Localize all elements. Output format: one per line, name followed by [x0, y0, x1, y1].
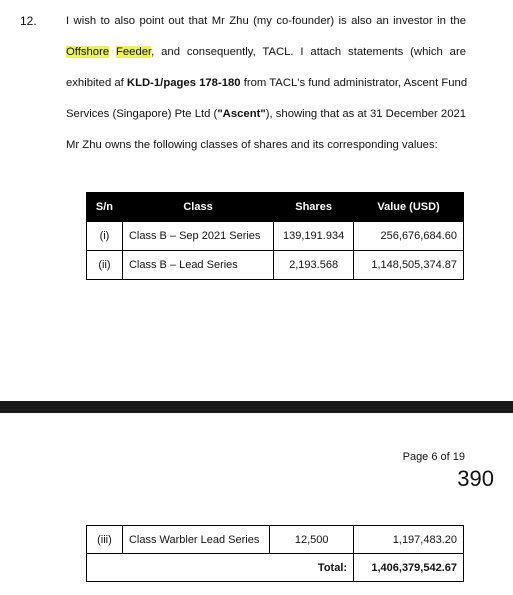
- table-row: [87, 251, 464, 280]
- cell-class: Class B – Lead Series: [122, 251, 273, 280]
- paragraph-text: from TACL's fund administrator, Ascent Fund: [240, 77, 468, 89]
- cell-sn: (iii): [87, 526, 123, 554]
- total-spacer: [87, 554, 270, 582]
- header-shares: Shares: [274, 193, 354, 222]
- table-row: [87, 526, 464, 554]
- paragraph-text: ), showing that as at 31 December 2021: [265, 108, 467, 120]
- paragraph-line: [66, 107, 466, 138]
- paragraph-number: 12.: [20, 14, 37, 28]
- paragraph-line: I wish to also point out that Mr Zhu (my co-founder) is also an investor in the: [66, 15, 466, 27]
- page-break-bar: [0, 401, 513, 413]
- cell-value: 1,148,505,374.87: [354, 251, 464, 280]
- paragraph-line: Mr Zhu owns the following classes of shares and its corresponding values:: [66, 139, 438, 151]
- header-sn: S/n: [87, 193, 123, 222]
- cell-value: 256,676,684.60: [354, 222, 464, 251]
- paragraph-12: [66, 14, 466, 169]
- cell-class: Class Warbler Lead Series: [122, 526, 269, 554]
- total-label: Total:: [270, 554, 354, 582]
- shares-table-continued: [86, 525, 464, 582]
- page-stamp: 390: [457, 466, 494, 491]
- cell-class: Class B – Sep 2021 Series: [122, 222, 273, 251]
- paragraph-text: , and consequently, TACL. I attach statements (which are: [151, 46, 466, 58]
- page-number: Page 6 of 19: [402, 451, 465, 463]
- highlighted-text: Offshore: [66, 46, 110, 58]
- total-row: [87, 554, 464, 582]
- paragraph-text: Services (Singapore) Pte Ltd (: [66, 108, 218, 120]
- paragraph-line: [66, 76, 466, 107]
- cell-sn: (i): [87, 222, 123, 251]
- total-value: 1,406,379,542.67: [354, 554, 464, 582]
- header-value: Value (USD): [354, 193, 464, 222]
- cell-value: 1,197,483.20: [354, 526, 464, 554]
- shares-table: [86, 192, 464, 280]
- cell-sn: (ii): [87, 251, 123, 280]
- defined-term: "Ascent": [217, 108, 266, 120]
- header-class: Class: [122, 193, 273, 222]
- paragraph-text: exhibited af: [66, 77, 127, 89]
- paragraph-line: [66, 45, 466, 76]
- cell-shares: 139,191.934: [274, 222, 354, 251]
- cell-shares: 2,193.568: [274, 251, 354, 280]
- highlighted-text: Feeder: [115, 46, 152, 58]
- exhibit-reference: KLD-1/pages 178-180: [126, 77, 241, 89]
- table-row: [87, 222, 464, 251]
- cell-shares: 12,500: [270, 526, 354, 554]
- table-header-row: [87, 193, 464, 222]
